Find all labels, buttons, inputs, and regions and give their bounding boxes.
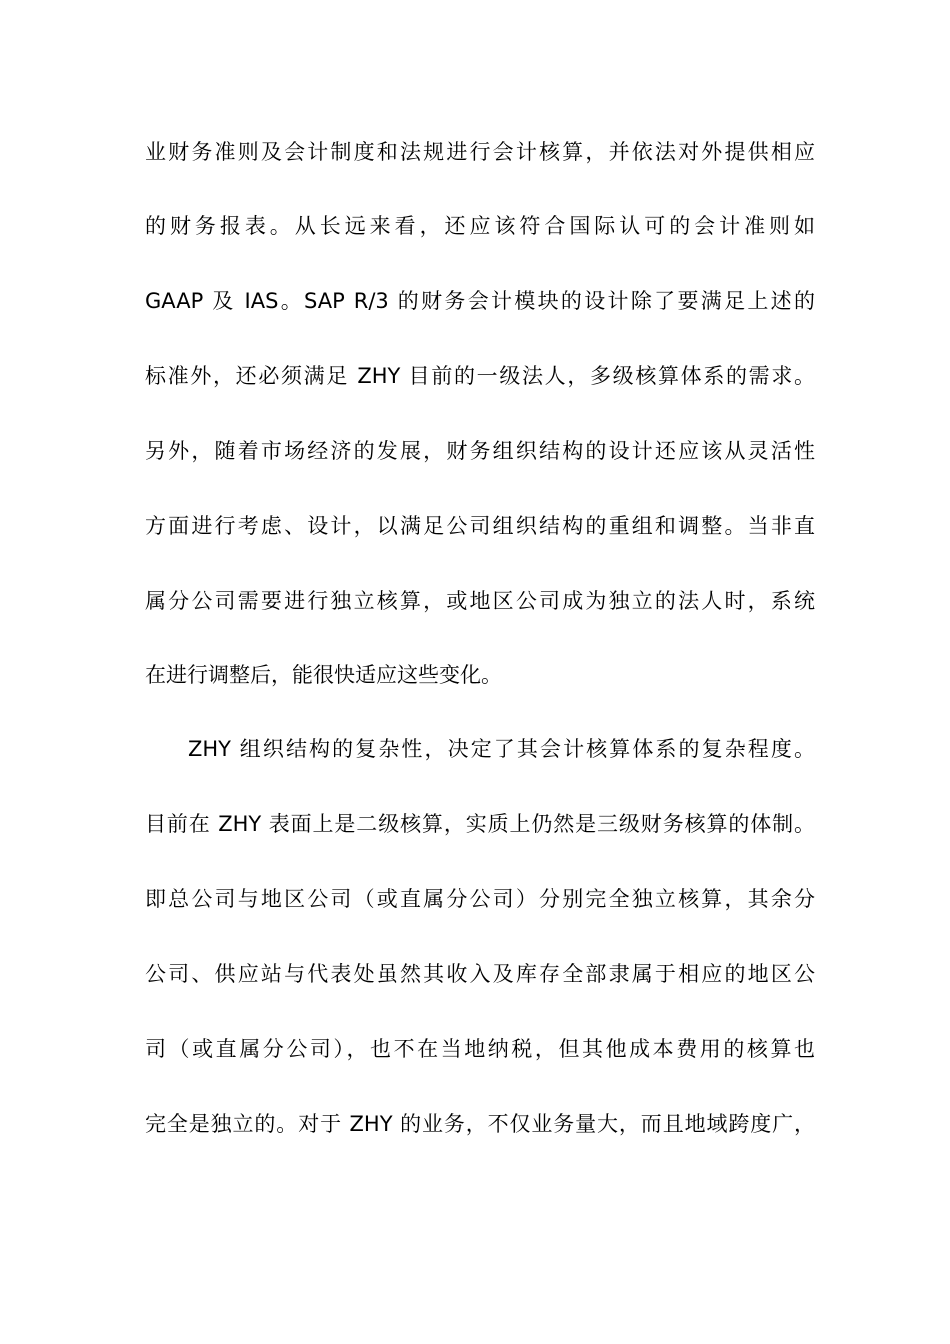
text-line-14: 完全是独立的。对于 ZHY 的业务，不仅业务量大，而且地域跨度广， — [145, 1112, 815, 1136]
text-line-13: 司（或直属分公司），也不在当地纳税，但其他成本费用的核算也 — [145, 1037, 815, 1061]
text-line-7: 属分公司需要进行独立核算，或地区公司成为独立的法人时，系统 — [145, 589, 815, 613]
text-line-8: 在进行调整后，能很快适应这些变化。 — [145, 663, 502, 687]
text-line-3: GAAP 及 IAS。SAP R/3 的财务会计模块的设计除了要满足上述的 — [145, 289, 815, 313]
text-line-2: 的财务报表。从长远来看，还应该符合国际认可的会计准则如 — [145, 214, 815, 238]
text-line-11: 即总公司与地区公司（或直属分公司）分别完全独立核算，其余分 — [145, 887, 815, 911]
text-line-5: 另外，随着市场经济的发展，财务组织结构的设计还应该从灵活性 — [145, 439, 815, 463]
text-line-12: 公司、供应站与代表处虽然其收入及库存全部隶属于相应的地区公 — [145, 962, 815, 986]
text-line-6: 方面进行考虑、设计，以满足公司组织结构的重组和调整。当非直 — [145, 514, 815, 538]
text-line-10: 目前在 ZHY 表面上是二级核算，实质上仍然是三级财务核算的体制。 — [145, 812, 815, 836]
text-line-4: 标准外，还必须满足 ZHY 目前的一级法人，多级核算体系的需求。 — [145, 364, 815, 388]
text-line-9: ZHY 组织结构的复杂性，决定了其会计核算体系的复杂程度。 — [188, 737, 815, 761]
text-line-1: 业财务准则及会计制度和法规进行会计核算，并依法对外提供相应 — [145, 140, 815, 164]
